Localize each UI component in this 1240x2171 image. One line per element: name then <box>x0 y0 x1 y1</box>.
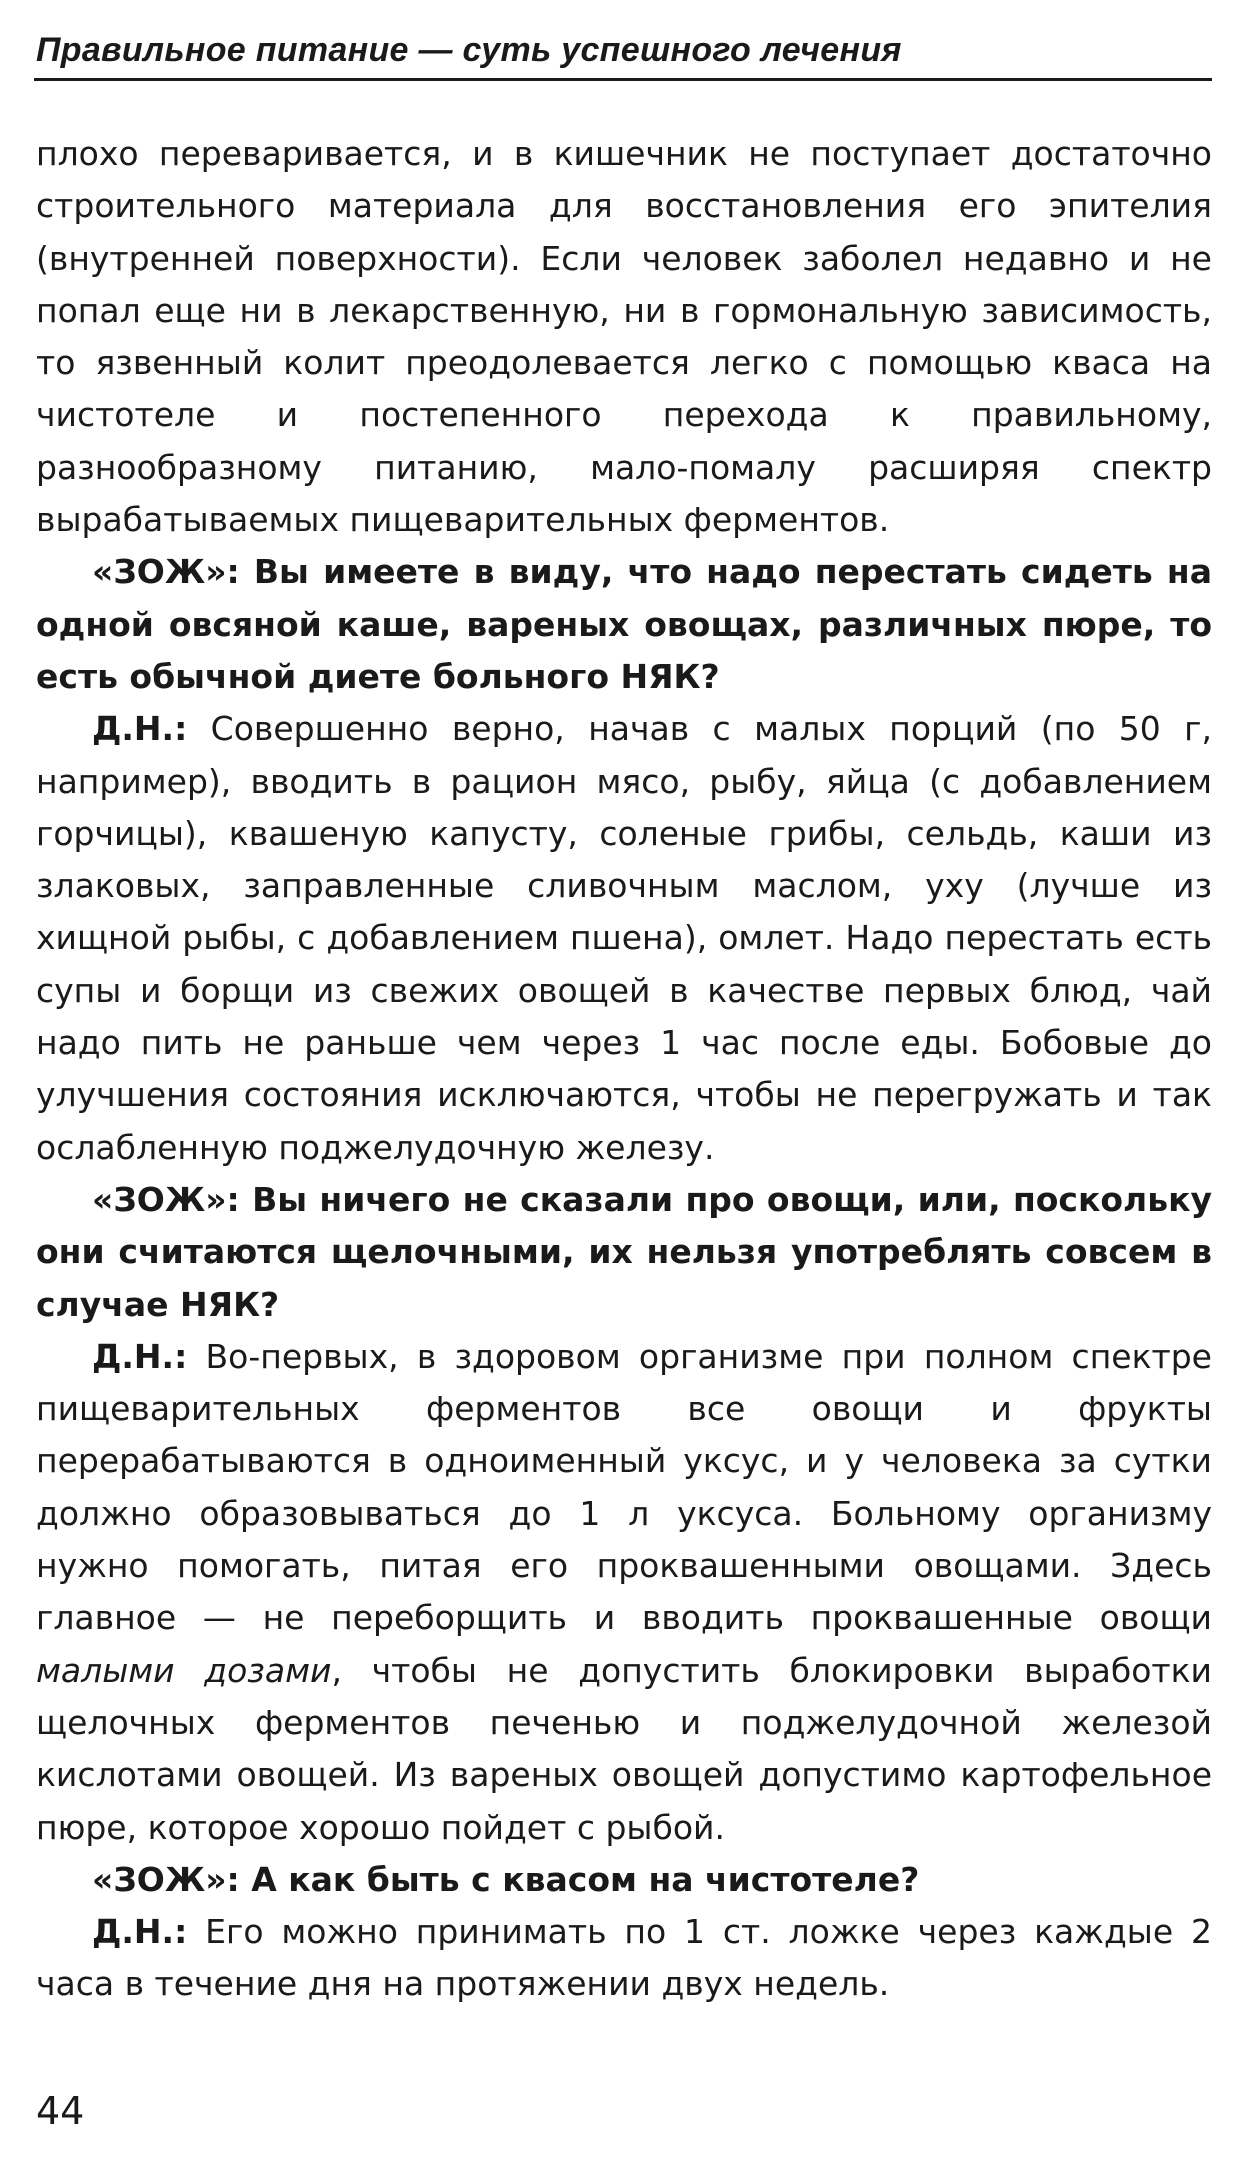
interviewer-question <box>36 1854 1212 1906</box>
answer-text: Совершенно верно, начав с малых порций (по 50 г, например), вводить в рацион мясо, рыбу, яйца (с добавлением горчицы), квашеную капусту, соленые грибы, сельдь, каши из злаковых, заправленные сливочным маслом, уху (лучше из хищной рыбы, с добавлением пшена), омлет. Надо перестать есть супы и борщи из свежих овощей в качестве первых блюд, чай надо пить не раньше чем через 1 час после еды. Бобовые до улучшения состояния исключаются, чтобы не перегружать и так ослабленную поджелудочную железу. <box>36 709 1212 1167</box>
answer-text: Его можно принимать по 1 ст. ложке через каждые 2 часа в течение дня на протяжении двух недель. <box>36 1912 1212 2004</box>
answer-paragraph <box>36 1331 1212 1854</box>
interviewer-question <box>36 1174 1212 1331</box>
article-body <box>36 128 1212 2011</box>
header-rule <box>34 78 1212 81</box>
speaker-label: Д.Н.: <box>92 1912 188 1952</box>
speaker-label: Д.Н.: <box>92 1336 188 1376</box>
running-head: Правильное питание — суть успешного лечения <box>36 31 902 69</box>
paragraph-text: плохо переваривается, и в кишечник не поступает достаточно строительного материала для восстановления его эпителия (внутренней поверхности). Если человек заболел недавно и не попал еще ни в лекарственную, ни в гормональную зависимость, то язвенный колит преодолевается легко с помощью кваса на чистотеле и постепенного перехода к правильному, разнообразному питанию, мало-помалу расширяя спектр вырабатываемых пищеварительных ферментов. <box>36 134 1212 540</box>
emphasis-text: малыми дозами <box>36 1650 332 1690</box>
question-text: «ЗОЖ»: Вы имеете в виду, что надо перестать сидеть на одной овсяной каше, вареных овощах, различных пюре, то есть обычной диете больного НЯК? <box>36 552 1212 696</box>
question-text: «ЗОЖ»: А как быть с квасом на чистотеле? <box>92 1859 920 1899</box>
answer-paragraph <box>36 703 1212 1174</box>
interviewer-question <box>36 546 1212 703</box>
paragraph-continuation <box>36 128 1212 546</box>
question-text: «ЗОЖ»: Вы ничего не сказали про овощи, или, поскольку они считаются щелочными, их нельзя употреблять совсем в случае НЯК? <box>36 1179 1212 1324</box>
answer-text: , чтобы не допустить блокировки выработки щелочных ферментов печенью и поджелудочной железой кислотами овощей. Из вареных овощей допустимо картофельное пюре, которое хорошо пойдет с рыбой. <box>36 1650 1213 1847</box>
speaker-label: Д.Н.: <box>92 709 188 749</box>
answer-text: Во-первых, в здоровом организме при полном спектре пищеварительных ферментов все овощи и фрукты перерабатываются в одноименный уксус, и у человека за сутки должно образовываться до 1 л уксуса. Больному организму нужно помогать, питая его проквашенными овощами. Здесь главное — не переборщить и вводить проквашенные овощи <box>36 1336 1212 1638</box>
answer-paragraph <box>36 1906 1212 2011</box>
page-number: 44 <box>36 2089 85 2133</box>
